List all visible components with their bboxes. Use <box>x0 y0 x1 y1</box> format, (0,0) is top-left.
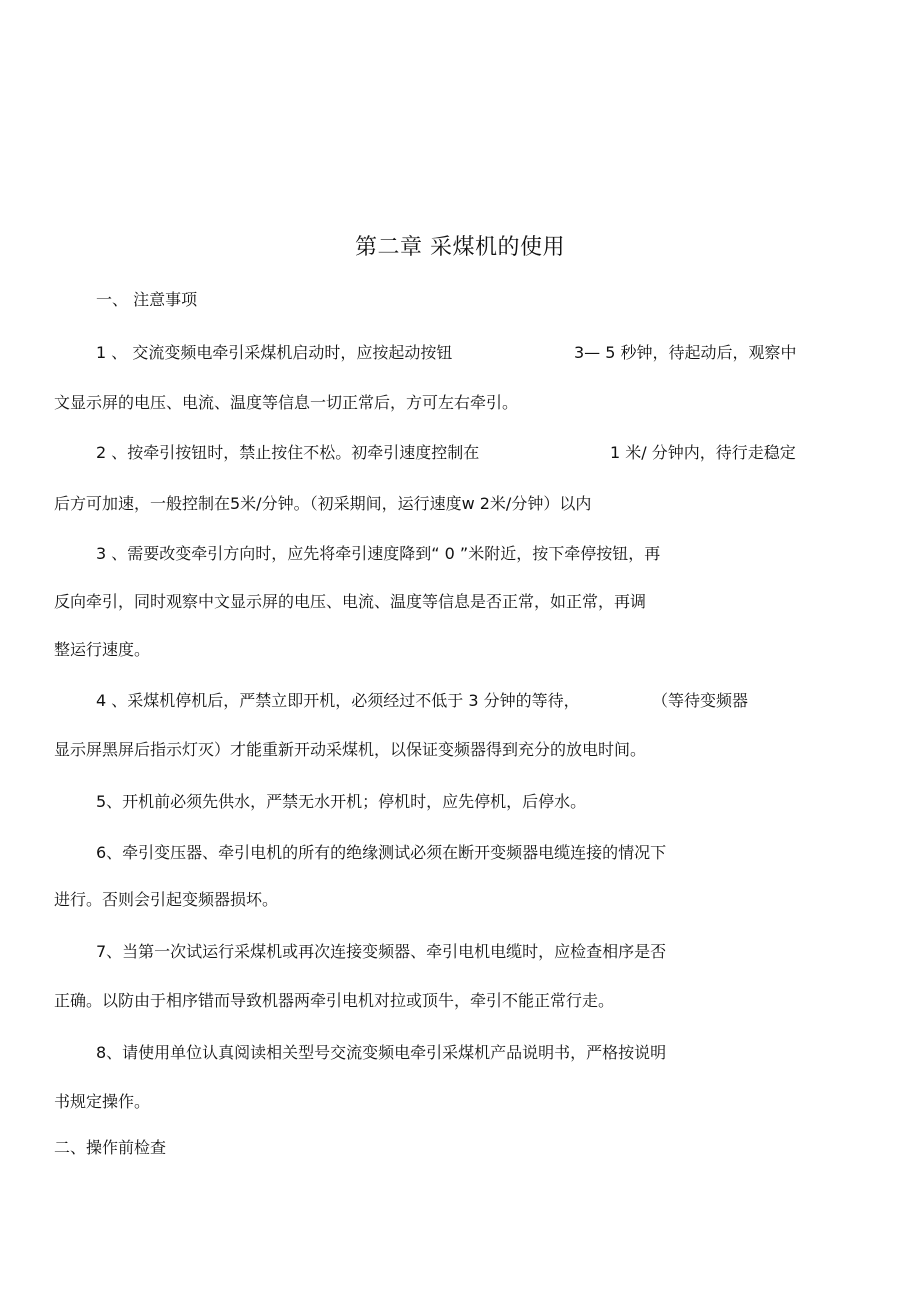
item-8-line-2: 书规定操作。 <box>54 1092 151 1111</box>
item-2-line-1a: 2 、按牵引按钮时，禁止按住不松。初牵引速度控制在 <box>96 443 480 462</box>
chapter-title: 第二章 采煤机的使用 <box>355 235 565 260</box>
item-3-line-2: 反向牵引，同时观察中文显示屏的电压、电流、温度等信息是否正常，如正常，再调 <box>54 592 647 611</box>
item-2-line-2: 后方可加速，一般控制在5米/分钟。（初采期间，运行速度w 2米/分钟）以内 <box>54 494 592 513</box>
section-heading-pre-operation-check: 二、操作前检查 <box>54 1138 167 1157</box>
item-4-line-1a: 4 、采煤机停机后，严禁立即开机，必须经过不低于 3 分钟的等待， <box>96 691 580 710</box>
item-4-line-2: 显示屏黑屏后指示灯灭）才能重新开动采煤机，以保证变频器得到充分的放电时间。 <box>54 740 647 759</box>
item-2-line-1b: 1 米/ 分钟内，待行走稳定 <box>610 443 796 462</box>
section-heading-precautions: 一、 注意事项 <box>96 290 198 309</box>
item-7-line-2: 正确。以防由于相序错而导致机器两牵引电机对拉或顶牛，牵引不能正常行走。 <box>54 991 615 1010</box>
item-7-line-1: 7、当第一次试运行采煤机或再次连接变频器、牵引电机电缆时，应检查相序是否 <box>96 942 667 961</box>
item-4-line-1b: （等待变频器 <box>652 691 749 710</box>
item-1-line-2: 文显示屏的电压、电流、温度等信息一切正常后，方可左右牵引。 <box>54 393 519 412</box>
item-3-line-1: 3 、需要改变牵引方向时，应先将牵引速度降到“ 0 ”米附近，按下牵停按钮，再 <box>96 544 661 563</box>
item-6-line-2: 进行。否则会引起变频器损坏。 <box>54 890 279 909</box>
item-5-line-1: 5、开机前必须先供水，严禁无水开机；停机时，应先停机，后停水。 <box>96 792 587 811</box>
item-1-line-1b: 3— 5 秒钟，待起动后，观察中 <box>574 343 797 362</box>
item-8-line-1: 8、请使用单位认真阅读相关型号交流变频电牵引采煤机产品说明书，严格按说明 <box>96 1043 667 1062</box>
item-6-line-1: 6、牵引变压器、牵引电机的所有的绝缘测试必须在断开变频器电缆连接的情况下 <box>96 843 667 862</box>
item-3-line-3: 整运行速度。 <box>54 640 151 659</box>
item-1-line-1a: 1 、 交流变频电牵引采煤机启动时，应按起动按钮 <box>96 343 453 362</box>
